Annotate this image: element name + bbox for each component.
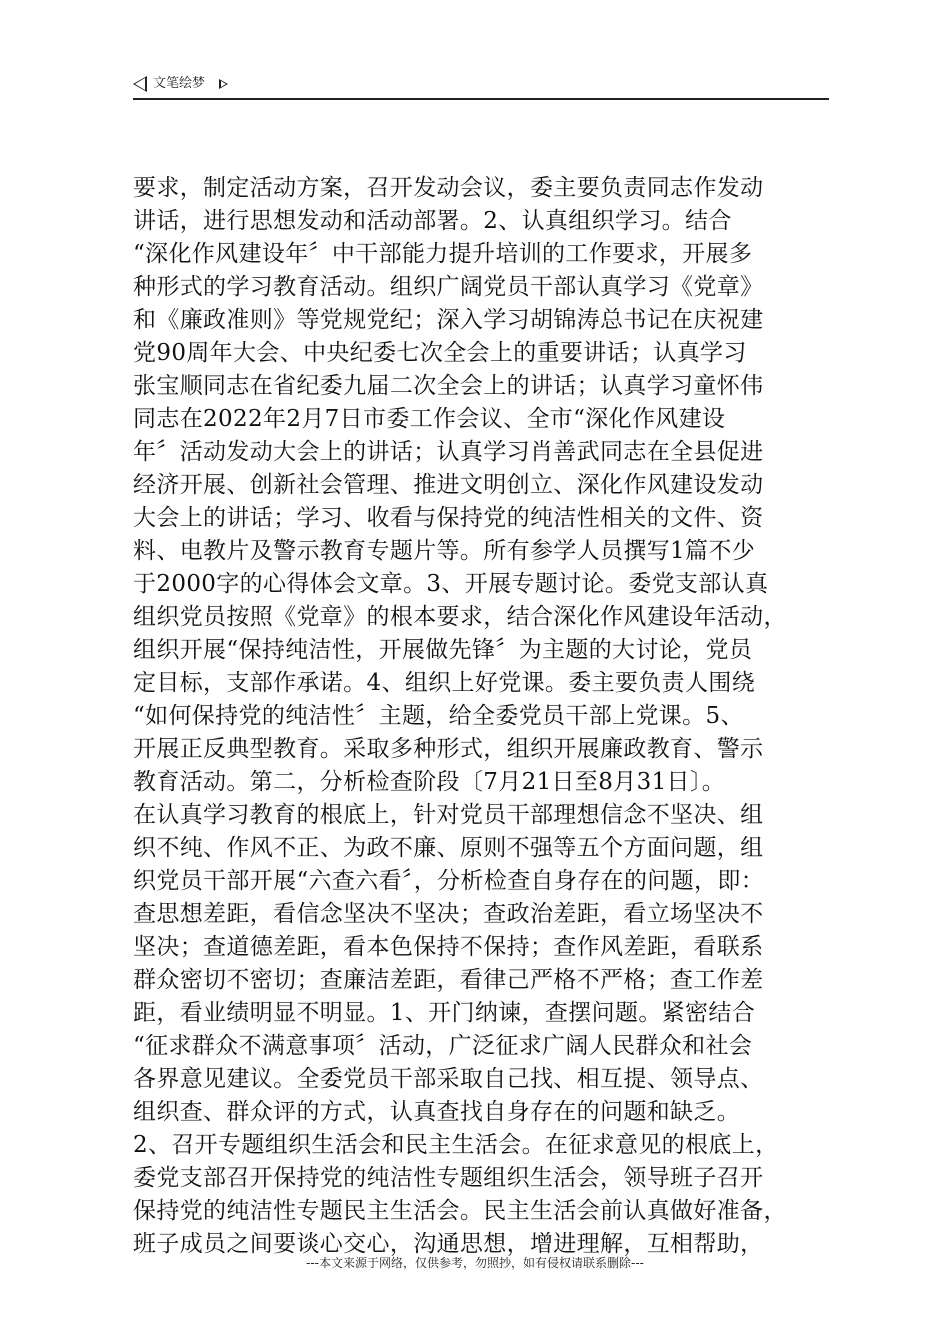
footer-disclaimer: ---本文来源于网络，仅供参考，勿照抄，如有侵权请联系删除--- [306, 1256, 644, 1270]
right-triangle-icon [219, 79, 228, 89]
text-line: 经济开展、创新社会管理、推进文明创立、深化作风建设发动 [133, 472, 764, 498]
text-line: 保持党的纯洁性专题民主生活会。民主生活会前认真做好准备， [133, 1198, 787, 1224]
text-line: 同志在2022年2月7日市委工作会议、全市“深化作风建设 [133, 406, 726, 432]
text-line: 要求，制定活动方案，召开发动会议，委主要负责同志作发动 [133, 175, 764, 201]
text-line: 2、召开专题组织生活会和民主生活会。在征求意见的根底上， [133, 1132, 779, 1158]
text-line: 开展正反典型教育。采取多种形式，组织开展廉政教育、警示 [133, 736, 764, 762]
text-line: 组织党员按照《党章》的根本要求，结合深化作风建设年活动， [133, 604, 787, 630]
text-line: “征求群众不满意事项〞活动，广泛征求广阔人民群众和社会 [133, 1033, 753, 1059]
text-line: 定目标，支部作承诺。4、组织上好党课。委主要负责人围绕 [133, 670, 756, 696]
page-header [133, 76, 829, 100]
text-line: 组织开展“保持纯洁性，开展做先锋〞为主题的大讨论，党员 [133, 637, 753, 663]
text-line: 坚决；查道德差距，看本色保持不保持；查作风差距，看联系 [133, 934, 764, 960]
text-line: 班子成员之间要谈心交心，沟通思想，增进理解，互相帮助， [133, 1231, 764, 1257]
text-line: 料、电教片及警示教育专题片等。所有参学人员撰写1篇不少 [133, 538, 756, 564]
text-line: 群众密切不密切；查廉洁差距，看律己严格不严格；查工作差 [133, 967, 764, 993]
text-line: 委党支部召开保持党的纯洁性专题组织生活会，领导班子召开 [133, 1165, 764, 1191]
header-title: 文笔绘梦 [153, 76, 206, 91]
text-line: 织党员干部开展“六查六看〞，分析检查自身存在的问题，即： [133, 868, 765, 894]
text-line: “深化作风建设年〞中干部能力提升培训的工作要求，开展多 [133, 241, 753, 267]
text-line: 查思想差距，看信念坚决不坚决；查政治差距，看立场坚决不 [133, 901, 764, 927]
text-line: 种形式的学习教育活动。组织广阔党员干部认真学习《党章》 [133, 274, 764, 300]
text-line: 张宝顺同志在省纪委九届二次全会上的讲话；认真学习童怀伟 [133, 373, 764, 399]
text-line: 教育活动。第二，分析检查阶段〔7月21日至8月31日〕。 [133, 769, 726, 795]
text-line: 大会上的讲话；学习、收看与保持党的纯洁性相关的文件、资 [133, 505, 764, 531]
text-line: 于2000字的心得体会文章。3、开展专题讨论。委党支部认真 [133, 571, 769, 597]
text-line: 组织查、群众评的方式，认真查找自身存在的问题和缺乏。 [133, 1099, 741, 1125]
text-line: “如何保持党的纯洁性〞主题，给全委党员干部上党课。5、 [133, 703, 744, 729]
text-line: 党90周年大会、中央纪委七次全会上的重要讲话；认真学习 [133, 340, 747, 366]
document-body [133, 172, 833, 1261]
text-line: 年〞活动发动大会上的讲话；认真学习肖善武同志在全县促进 [133, 439, 764, 465]
text-line: 和《廉政准则》等党规党纪；深入学习胡锦涛总书记在庆祝建 [133, 307, 764, 333]
left-triangle-icon [133, 76, 147, 92]
text-line: 讲话，进行思想发动和活动部署。2、认真组织学习。结合 [133, 208, 732, 234]
text-line: 距，看业绩明显不明显。1、开门纳谏，查摆问题。紧密结合 [133, 1000, 756, 1026]
text-line: 各界意见建议。全委党员干部采取自己找、相互提、领导点、 [133, 1066, 764, 1092]
text-line: 织不纯、作风不正、为政不廉、原则不强等五个方面问题，组 [133, 835, 764, 861]
text-line: 在认真学习教育的根底上，针对党员干部理想信念不坚决、组 [133, 802, 764, 828]
